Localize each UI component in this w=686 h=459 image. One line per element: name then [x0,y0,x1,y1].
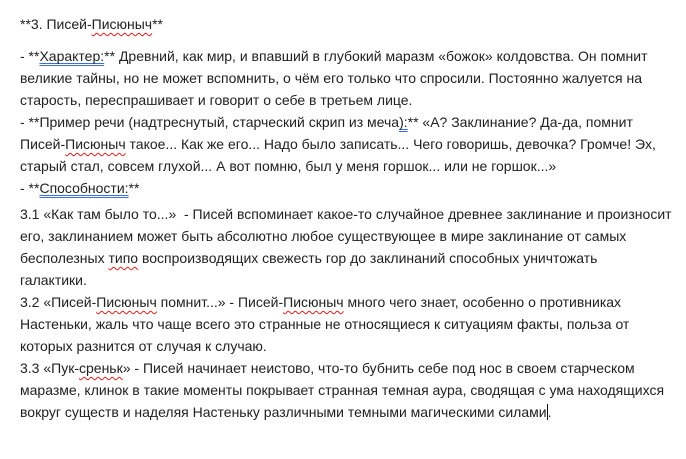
text-run: старый стал, совсем глухой... А вот помню, был у меня горшок... или не горшок...» [20,158,557,174]
text-line [20,269,668,291]
heading [20,13,668,35]
text-run: старость, переспрашивает и говорит о себе в третьем лице. [20,92,413,108]
text-line [20,291,668,313]
spellcheck-error-word[interactable]: Писюныч [65,136,126,152]
text-run: его, заклинанием может быть абсолютно любое существующее в мире заклинание от самых [20,228,627,244]
text-line [20,357,668,379]
ability-3-2 [20,291,668,357]
spellcheck-error-word[interactable]: Писюныч [91,16,153,32]
ability-3-1 [20,203,672,291]
grammar-suggestion-text[interactable]: ): [399,114,408,130]
text-run: - ** [20,180,40,196]
text-line [20,335,668,357]
text-line [20,13,668,35]
text-run: много чего знает, особенно о противниках [343,294,622,310]
text-run: маразме, клинок в такие моменты покрывает странная темная аура, сводящая с ума находящихся [20,382,665,398]
grammar-suggestion-text[interactable]: Способности: [39,180,129,196]
text-line [20,133,668,155]
text-run: помнит...» - Писей- [156,294,284,310]
grammar-suggestion-text[interactable]: Характер: [39,48,105,64]
text-run: 3.2 «Писей- [20,294,97,310]
spellcheck-error-word[interactable]: Писюныч [96,294,157,310]
text-run: великие тайны, но не может вспомнить, о чём его только что спросили. Постоянно жалуется на [20,70,643,86]
text-line [20,45,668,67]
text-run: - **Пример речи (надтреснутый, старческий скрип из меча [20,114,400,130]
text-line [20,203,672,225]
text-run: такое... Как же его... Надо было записать... Чего говоришь, девочка? Громче! Эх, [125,136,656,152]
character-trait [20,45,668,111]
text-run: бесполезных [20,250,109,266]
text-run: которых разнится от случая к случаю. [20,338,267,354]
text-run: 3.3 «Пук- [20,360,79,376]
abilities-header [20,177,668,199]
spellcheck-error-word[interactable]: Писюныч [283,294,344,310]
text-run: » - Писей начинает неистово, что-то бубнить себе под нос в своем старческом [122,360,635,376]
speech-example [20,111,668,177]
text-line [20,89,668,111]
text-line [20,379,668,401]
text-run: Настеньки, жаль что чаще всего это странные не относящиеся к ситуациям факты, польза от [20,316,630,332]
text-run: 3.1 «Как там было то...» - Писей вспоминает какое-то случайное древнее заклинание и произносит [20,206,672,222]
text-line [20,313,668,335]
text-line [20,67,668,89]
spellcheck-error-word[interactable]: среньк [79,360,123,376]
text-line [20,155,668,177]
text-run: ** [128,180,140,196]
text-run: **3. Писей- [20,16,92,32]
text-run: вокруг существ и наделяя Настеньку различными темными магическими силами [20,404,547,420]
text-line [20,247,668,269]
spellcheck-error-word[interactable]: типо [108,250,139,266]
text-run: . [547,404,552,420]
text-run: воспроизводящих свежесть гор до заклинаний способных уничтожать [138,250,598,266]
text-line [20,111,668,133]
text-run: ** Древний, как мир, и впавший в глубокий маразм «божок» колдовства. Он помнит [104,48,648,64]
text-run: Писей- [20,136,66,152]
text-run: ** «А? Заклинание? Да-да, помнит [407,114,633,130]
text-run: - ** [20,48,40,64]
text-line [20,225,668,247]
text-line [20,177,668,199]
text-run: ** [152,16,164,32]
text-run: галактики. [20,272,87,288]
text-line [20,401,668,423]
ability-3-3 [20,357,668,423]
